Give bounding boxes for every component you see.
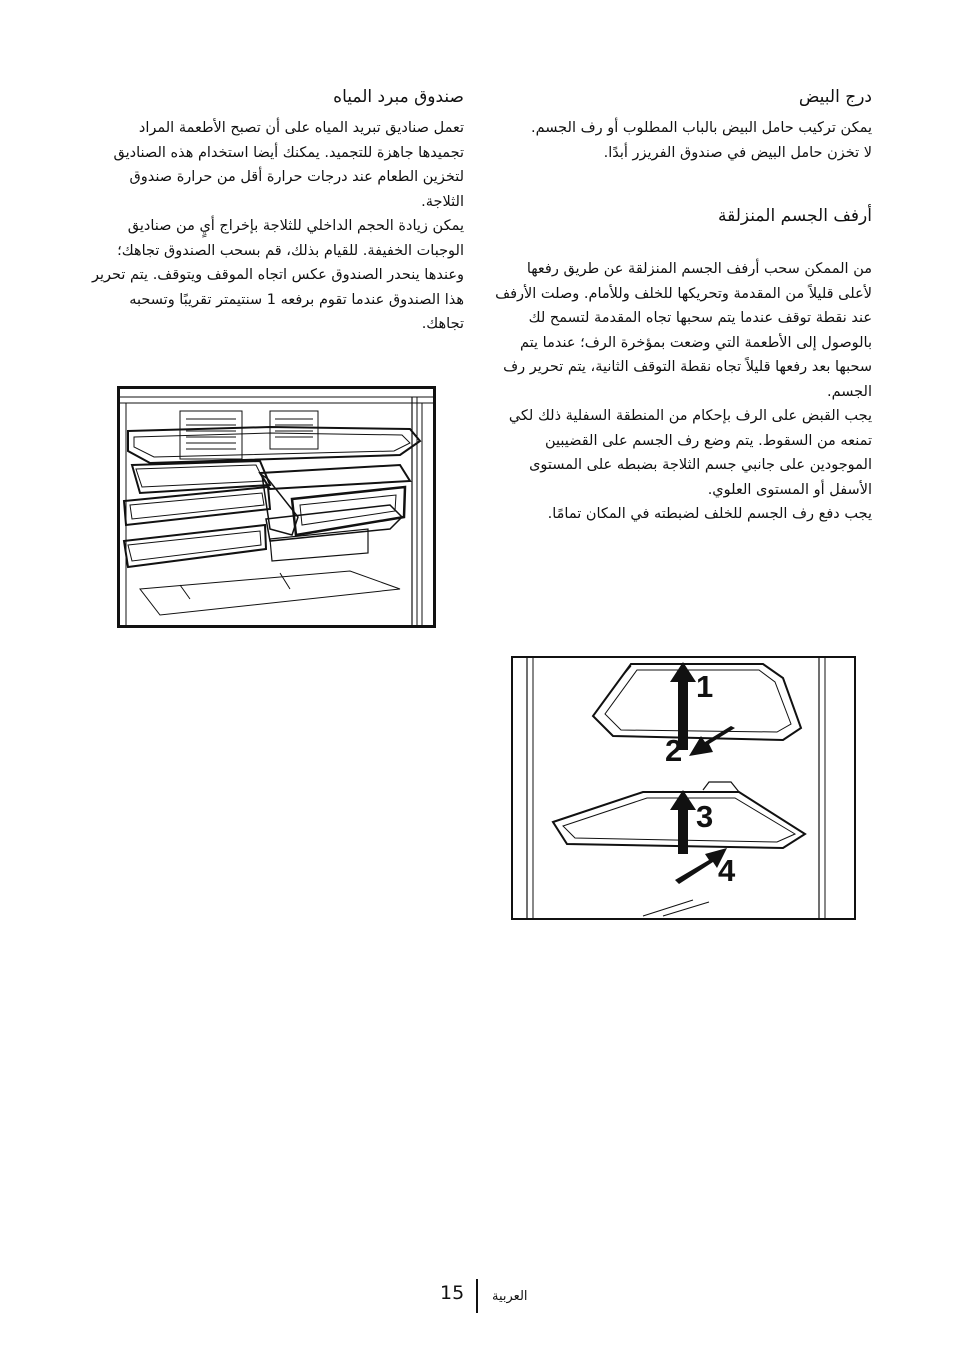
chiller-drawer-illustration <box>117 386 436 628</box>
sliding-shelves-paragraph: يجب دفع رف الجسم للخلف لضبطته في المكان تمامًا. <box>547 506 872 522</box>
step-number-3: 3 <box>696 799 714 834</box>
page-number: 15 <box>440 1282 465 1304</box>
left-column <box>92 84 464 337</box>
chiller-compartment-paragraph: تعمل صناديق تبريد المياه على أن تصبح الأطعمة المراد تجميدها جاهزة للتجميد. يمكنك أيضا استخدام هذه الصناديق لتخزين الطعام عند درجات حرارة أقل من حرارة صندوق الثلاجة. <box>113 120 464 210</box>
shelf-removal-illustration <box>511 656 856 920</box>
chiller-drawer-drawing <box>120 389 433 625</box>
step-number-2: 2 <box>665 733 683 768</box>
step-number-4: 4 <box>718 853 736 888</box>
chiller-compartment-title: صندوق مبرد المياه <box>333 87 464 107</box>
sliding-shelves-paragraph: من الممكن سحب أرفف الجسم المنزلقة عن طريق رفعها لأعلى قليلاً من المقدمة وتحريكها للخلف وللأمام. وصلت الأرفف عند نقطة توقف عندما يتم سحبها تجاه المقدمة لتسمح لك بالوصول إلى الأطعمة التي وضعت بمؤخرة الرف؛ عندما يتم سحبها بعد رفعها قليلاً تجاه نقطة التوقف الثانية، يتم تحرير رف الجسم. <box>495 261 872 400</box>
footer-divider <box>476 1279 478 1313</box>
shelf-removal-drawing <box>513 658 854 918</box>
chiller-compartment-paragraph: يمكن زيادة الحجم الداخلي للثلاجة بإخراج أيٍ من صناديق الوجبات الخفيفة. للقيام بذلك، قم بسحب الصندوق تجاهك؛ وعندها ينحدر الصندوق عكس اتجاه الموقف ويتوقف. يتم تحرير هذا الصندوق عندما تقوم برفعه 1 سنتيمتر تقريبًا وتسحبه تجاهك. <box>91 218 464 332</box>
egg-tray-title: درج البيض <box>798 87 872 107</box>
egg-tray-paragraph: يمكن تركيب حامل البيض بالباب المطلوب أو رف الجسم. <box>530 120 872 136</box>
step-number-1: 1 <box>696 669 714 704</box>
sliding-shelves-title: أرفف الجسم المنزلقة <box>718 206 872 226</box>
right-column <box>490 84 872 527</box>
footer-language-label: العربية <box>492 1289 528 1304</box>
sliding-shelves-paragraph: يجب القبض على الرف بإحكام من المنطقة السفلية ذلك لكي تمنعه من السقوط. يتم وضع رف الجسم على القضيبين الموجودين على جانبي جسم الثلاجة بضبطه على المستوى الأسفل أو المستوى العلوي. <box>508 408 872 498</box>
egg-tray-paragraph: لا تخزن حامل البيض في صندوق الفريزر أبدًا. <box>603 144 872 161</box>
